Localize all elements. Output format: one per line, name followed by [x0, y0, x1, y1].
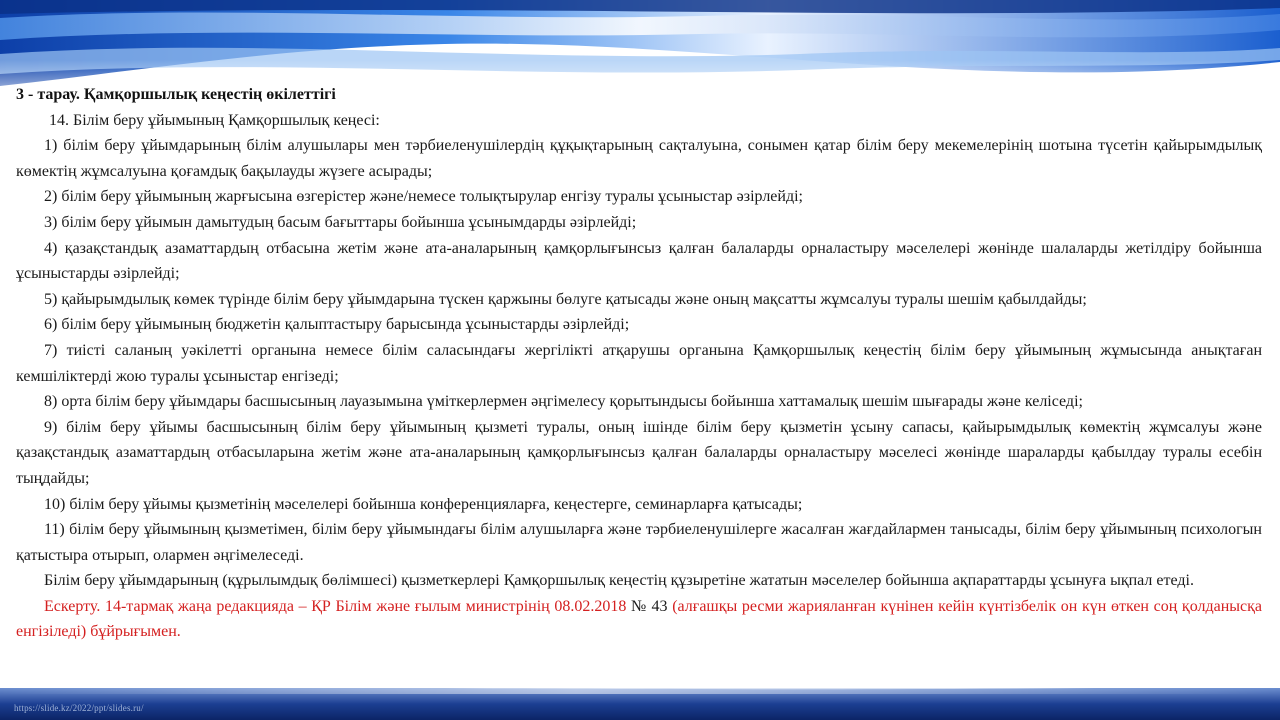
list-item: 8) орта білім беру ұйымдары басшысының лауазымына үміткерлермен әңгімелесу қорытындысы бойынша хаттамалық шешім шығарады және келіседі;	[44, 393, 1083, 411]
amendment-note-before: Ескерту. 14-тармақ жаңа редакцияда – ҚР Білім және ғылым министрінің 08.02.2018	[44, 597, 631, 615]
document-body	[16, 82, 1262, 645]
list-item: 3) білім беру ұйымын дамытудың басым бағыттары бойынша ұсынымдарды әзірлейді;	[44, 213, 637, 231]
list-item: 11) білім беру ұйымының қызметімен, білім беру ұйымындағы білім алушыларға және тәрбиеленушілерге жасалған жағдайлармен танысады, білім беру ұйымының психологын қатыстыра отырып, олармен әңгімелеседі.	[16, 521, 1262, 564]
article-intro: 14. Білім беру ұйымының Қамқоршылық кеңесі:	[49, 111, 380, 129]
chapter-heading: 3 - тарау. Қамқоршылық кеңестің өкілеттігі	[16, 86, 336, 103]
list-item: 4) қазақстандық азаматтардың отбасына жетім және ата-аналарының қамқорлығынсыз қалған балаларды орналастыру мәселелері жөнінде шалаларды жетілдіру бойынша ұсыныстарды әзірлейді;	[16, 239, 1262, 283]
list-item: 9) білім беру ұйымы басшысының білім беру ұйымының қызметі туралы, оның ішінде білім беру қызметін ұсыну сапасы, қайырымдылық көмектің жұмсалуы және қазақстандық азаматтардың отбасыларына жетім және ата-аналарының қамқорлығынсыз қалған балаларды орналастыру мәселесі жөнінде шараларды қабылдау туралы есебін тыңдайды;	[16, 418, 1262, 487]
footer-url: https://slide.kz/2022/ppt/slides.ru/	[14, 703, 144, 713]
amendment-note-after: (алғашқы ресми жарияланған күнінен кейін күнтізбелік он күн өткен соң қолданысқа енгізіледі) бұйрығымен.	[16, 597, 1263, 641]
list-item: 2) білім беру ұйымының жарғысына өзгерістер және/немесе толықтырулар енгізу туралы ұсыныстар әзірлейді;	[44, 188, 803, 206]
order-number: № 43	[631, 597, 668, 615]
amendment-note	[16, 594, 1262, 645]
closing-paragraph: Білім беру ұйымдарының (құрылымдық бөлімшесі) қызметкерлері Қамқоршылық кеңестің құзыретіне жататын мәселелер бойынша ақпараттарды ұсынуға ықпал етеді.	[44, 572, 1194, 590]
list-item: 6) білім беру ұйымының бюджетін қалыптастыру барысында ұсыныстарды әзірлейді;	[44, 316, 630, 334]
list-item: 5) қайырымдылық көмек түрінде білім беру ұйымдарына түскен қаржыны бөлуге қатысады және оның мақсатты жұмсалуы туралы шешім қабылдайды;	[44, 290, 1087, 308]
list-item: 1) білім беру ұйымдарының білім алушылары мен тәрбиеленушілердің құқықтарының сақталуына, сонымен қатар білім беру мекемелерінің шотына түсетін қайырымдылық көмектің жұмсалуына қоғамдық бақылауды жүзеге асырады;	[16, 137, 1262, 180]
list-item: 7) тиісті саланың уәкілетті органына немесе білім саласындағы жергілікті атқарушы органына Қамқоршылық кеңестің білім беру ұйымының жұмысында анықтаған кемшіліктерді жою туралы ұсыныстар енгізеді;	[16, 341, 1262, 385]
list-item: 10) білім беру ұйымы қызметінің мәселелері бойынша конференцияларға, кеңестерге, семинарларға қатысады;	[44, 495, 803, 513]
bottom-bar-decoration	[0, 684, 1280, 720]
